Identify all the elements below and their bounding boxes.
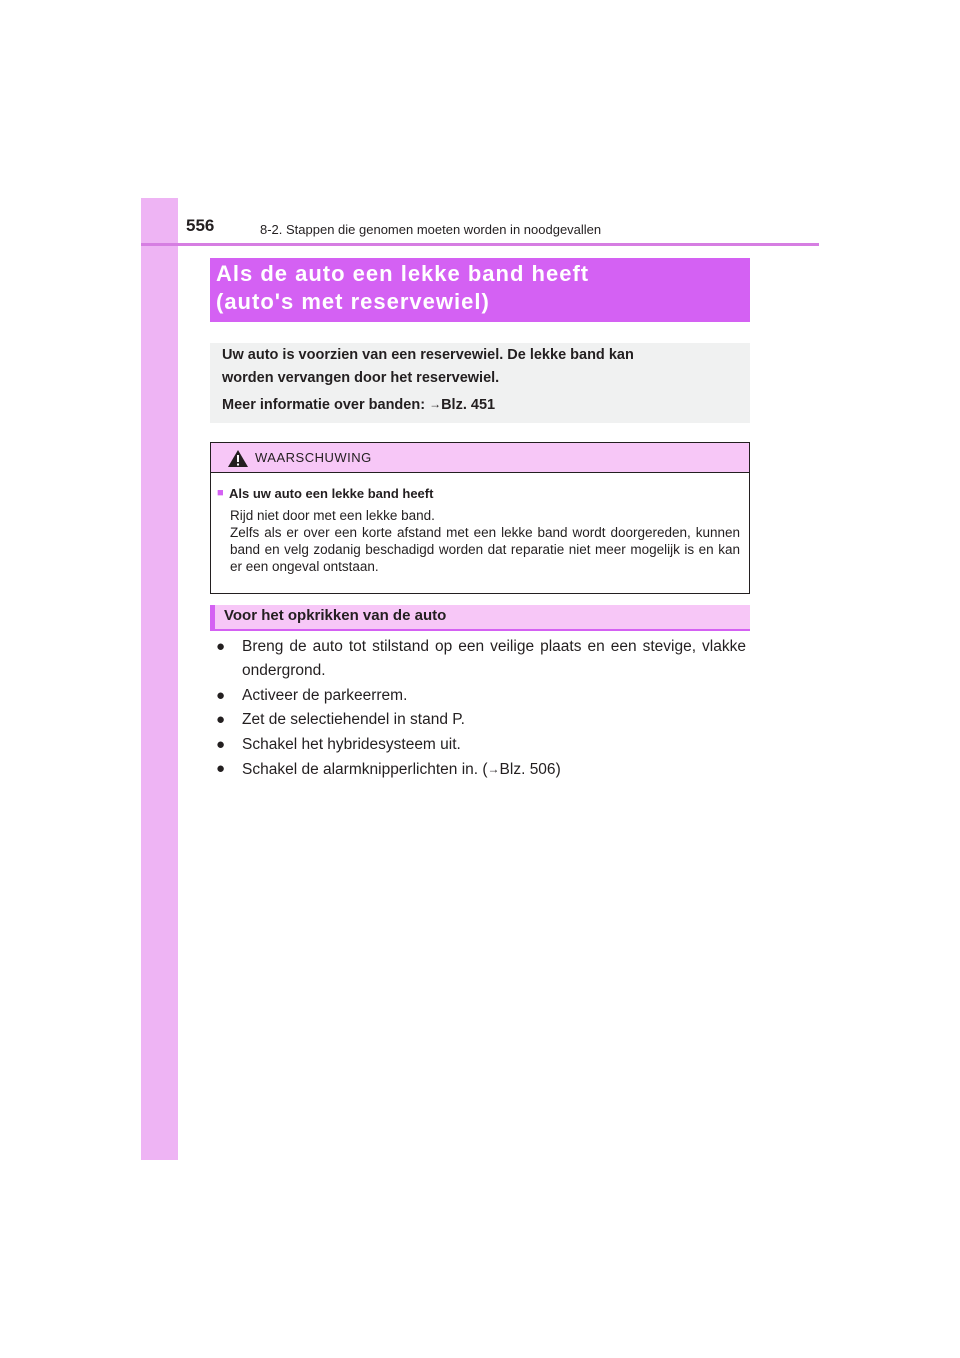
chapter-side-tab	[141, 198, 178, 1160]
arrow-icon: →	[487, 762, 500, 776]
list-item	[216, 708, 746, 732]
step-text: Activeer de parkeerrem.	[242, 686, 408, 704]
bullet-icon: ●	[216, 735, 226, 753]
steps-list	[216, 635, 746, 783]
bullet-icon: ●	[216, 760, 226, 777]
intro-box	[210, 343, 750, 423]
page-number: 556	[186, 216, 215, 235]
arrow-icon: →	[429, 397, 442, 411]
list-item	[216, 733, 746, 757]
warning-title: WAARSCHUWING	[255, 450, 372, 465]
subsection-accent-bar	[210, 605, 215, 631]
subsection-header	[210, 605, 750, 631]
warning-line1: Rijd niet door met een lekke band.	[230, 508, 435, 523]
square-bullet-icon: ■	[217, 487, 224, 499]
list-item	[216, 684, 746, 708]
list-item	[216, 635, 746, 683]
page-reference-link[interactable]: Blz. 451	[441, 397, 496, 413]
intro-more-info	[222, 397, 495, 413]
step-text: Schakel het hybridesysteem uit.	[242, 735, 461, 753]
header-rule	[141, 243, 819, 246]
intro-line2: worden vervangen door het reservewiel.	[222, 370, 500, 386]
warning-body	[230, 507, 740, 575]
bullet-icon: ●	[216, 686, 226, 704]
intro-line1: Uw auto is voorzien van een reservewiel. De lekke band kan	[222, 347, 634, 363]
bullet-icon: ●	[216, 638, 226, 655]
page-title-box	[210, 258, 750, 322]
warning-line2: Zelfs als er over een korte afstand met een lekke band wordt doorgereden, kunnen band en velg zodanig beschadigd worden dat reparatie niet meer mogelijk is en kan er een ongeval ontstaan.	[230, 525, 740, 574]
warning-box	[210, 442, 750, 594]
step-text: Schakel de alarmknipperlichten in. (	[242, 761, 488, 778]
step-text: Breng de auto tot stilstand op een veilige plaats en een stevige, vlakke ondergrond.	[242, 638, 746, 679]
warning-triangle-icon	[227, 449, 249, 468]
step-text: Zet de selectiehendel in stand P.	[242, 711, 465, 728]
intro-more-prefix: Meer informatie over banden:	[222, 397, 430, 413]
page-reference-link[interactable]: Blz. 506	[499, 761, 556, 778]
warning-header	[211, 443, 749, 473]
page-title	[216, 260, 589, 316]
bullet-icon: ●	[216, 711, 226, 728]
page-title-line1: Als de auto een lekke band heeft	[216, 261, 590, 286]
section-header: 8-2. Stappen die genomen moeten worden in noodgevallen	[260, 222, 602, 237]
step-text-suffix: )	[555, 761, 561, 778]
page-title-line2: (auto's met reservewiel)	[216, 289, 490, 314]
warning-subtitle: Als uw auto een lekke band heeft	[229, 486, 434, 501]
list-item	[216, 757, 746, 782]
subsection-title: Voor het opkrikken van de auto	[224, 607, 447, 624]
